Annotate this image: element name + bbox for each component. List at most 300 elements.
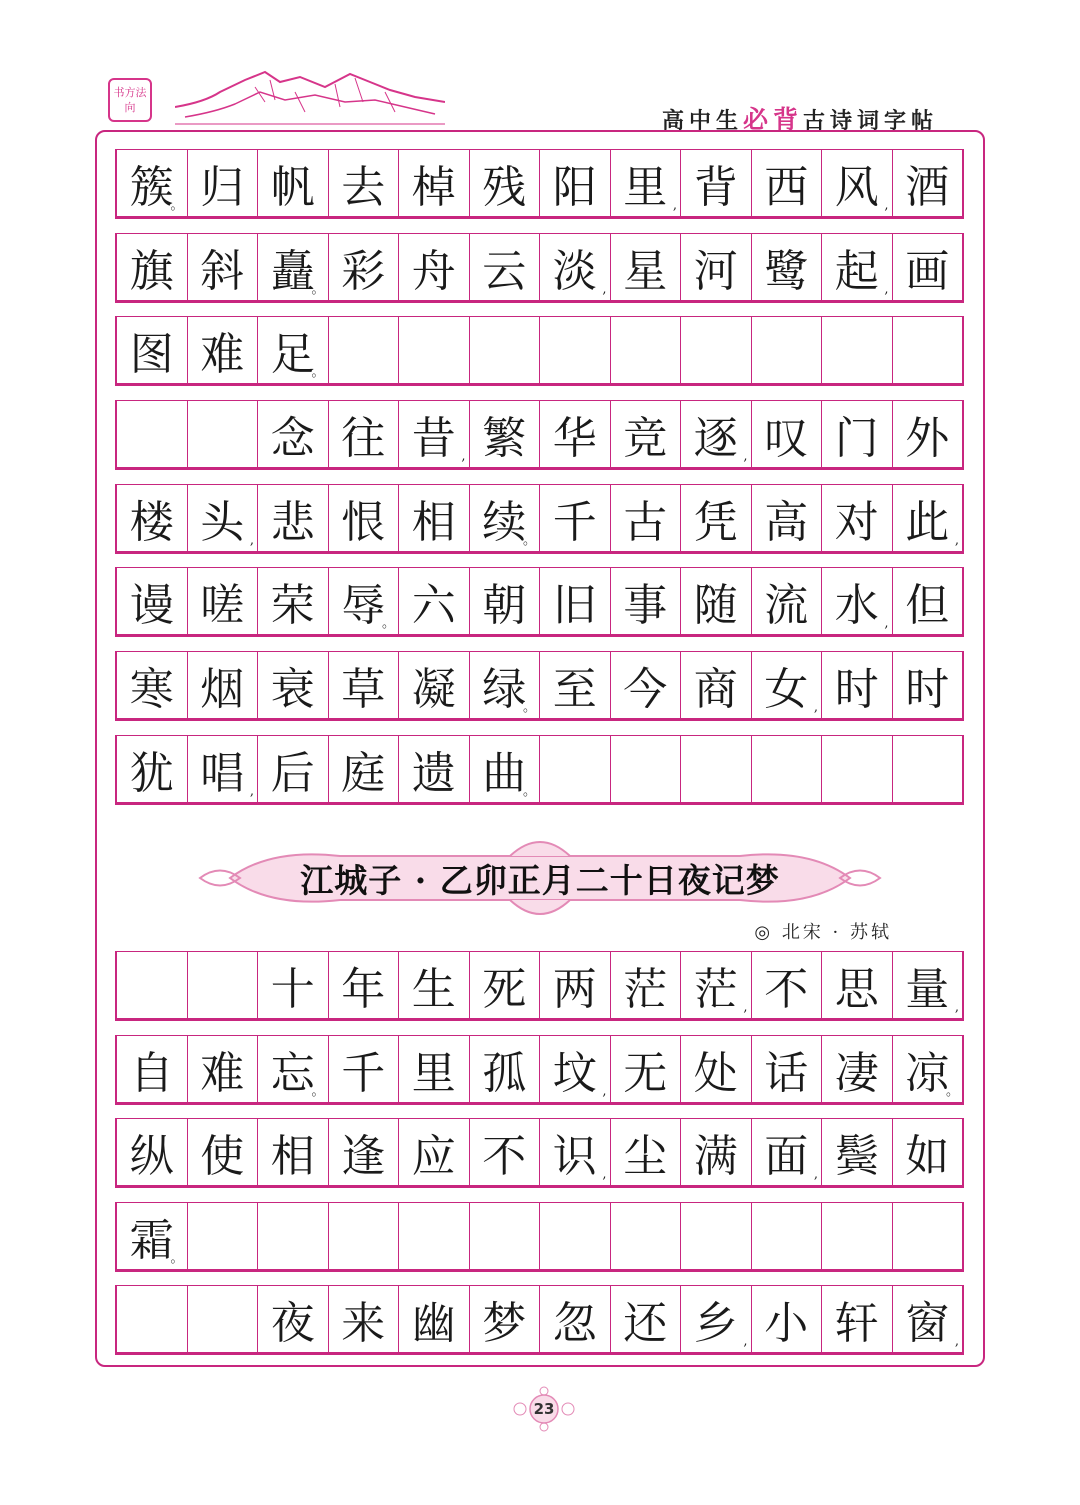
punctuation-mark: , bbox=[743, 449, 748, 464]
grid-cell bbox=[893, 952, 963, 1018]
grid-cell bbox=[258, 568, 329, 634]
grid-character: 窗 bbox=[905, 1298, 950, 1349]
grid-character: 旗 bbox=[129, 246, 174, 297]
punctuation-mark: 。 bbox=[522, 700, 536, 715]
grid-row bbox=[115, 951, 964, 1021]
grid-row bbox=[115, 1118, 964, 1188]
grid-cell bbox=[329, 401, 400, 467]
grid-character: 乡 bbox=[693, 1298, 738, 1349]
grid-cell bbox=[893, 1203, 963, 1269]
grid-character: 两 bbox=[552, 964, 597, 1015]
grid-cell bbox=[681, 317, 752, 383]
grid-character: 识 bbox=[552, 1131, 597, 1182]
grid-character: 叹 bbox=[764, 413, 809, 464]
grid-cell bbox=[399, 652, 470, 718]
grid-character: 逢 bbox=[341, 1131, 386, 1182]
grid-character: 楼 bbox=[129, 497, 174, 548]
grid-character: 帆 bbox=[270, 162, 315, 213]
grid-row bbox=[115, 1035, 964, 1105]
grid-character: 里 bbox=[623, 162, 668, 213]
grid-cell bbox=[822, 568, 893, 634]
grid-character: 荣 bbox=[270, 580, 315, 631]
grid-cell bbox=[752, 317, 823, 383]
grid-cell bbox=[470, 952, 541, 1018]
grid-character: 纵 bbox=[129, 1131, 174, 1182]
grid-cell bbox=[611, 317, 682, 383]
grid-row bbox=[115, 651, 964, 721]
grid-cell bbox=[822, 317, 893, 383]
grid-character: 草 bbox=[341, 664, 386, 715]
grid-character: 梦 bbox=[482, 1298, 527, 1349]
grid-cell bbox=[399, 485, 470, 551]
grid-character: 去 bbox=[341, 162, 386, 213]
grid-character: 事 bbox=[623, 580, 668, 631]
grid-cell bbox=[470, 317, 541, 383]
punctuation-mark: , bbox=[461, 449, 466, 464]
grid-cell bbox=[188, 1286, 259, 1352]
grid-cell bbox=[399, 317, 470, 383]
grid-cell bbox=[752, 1203, 823, 1269]
grid-cell bbox=[258, 485, 329, 551]
grid-character: 凭 bbox=[693, 497, 738, 548]
grid-character: 忽 bbox=[552, 1298, 597, 1349]
grid-cell bbox=[258, 401, 329, 467]
grid-cell bbox=[611, 234, 682, 300]
grid-character: 茫 bbox=[623, 964, 668, 1015]
grid-row bbox=[115, 484, 964, 554]
grid-cell bbox=[470, 150, 541, 216]
grid-cell bbox=[681, 401, 752, 467]
grid-cell bbox=[258, 1119, 329, 1185]
grid-character: 念 bbox=[270, 413, 315, 464]
grid-cell bbox=[117, 317, 188, 383]
grid-character: 门 bbox=[834, 413, 879, 464]
grid-cell bbox=[822, 1119, 893, 1185]
grid-cell bbox=[399, 1286, 470, 1352]
mountain-illustration bbox=[175, 62, 445, 132]
grid-cell bbox=[117, 1203, 188, 1269]
grid-cell bbox=[399, 150, 470, 216]
grid-cell bbox=[399, 234, 470, 300]
grid-character: 烟 bbox=[200, 664, 245, 715]
punctuation-mark: , bbox=[249, 784, 254, 799]
grid-cell bbox=[399, 736, 470, 802]
grid-cell bbox=[681, 1286, 752, 1352]
grid-cell bbox=[188, 952, 259, 1018]
grid-character: 处 bbox=[693, 1048, 738, 1099]
grid-character: 孤 bbox=[482, 1048, 527, 1099]
punctuation-mark: , bbox=[672, 198, 677, 213]
grid-character: 辱 bbox=[341, 580, 386, 631]
grid-cell bbox=[822, 234, 893, 300]
grid-character: 西 bbox=[764, 162, 809, 213]
grid-cell bbox=[329, 234, 400, 300]
punctuation-mark: 。 bbox=[311, 1084, 325, 1099]
grid-cell bbox=[117, 952, 188, 1018]
grid-character: 遗 bbox=[411, 748, 456, 799]
grid-character: 应 bbox=[411, 1131, 456, 1182]
book-title-post: 古诗词字帖 bbox=[802, 109, 938, 134]
grid-cell bbox=[893, 234, 963, 300]
grid-character: 千 bbox=[552, 497, 597, 548]
grid-character: 对 bbox=[834, 497, 879, 548]
grid-cell bbox=[188, 568, 259, 634]
grid-character: 坟 bbox=[552, 1048, 597, 1099]
grid-character: 昔 bbox=[411, 413, 456, 464]
grid-character: 话 bbox=[764, 1048, 809, 1099]
grid-cell bbox=[329, 952, 400, 1018]
grid-cell bbox=[470, 401, 541, 467]
grid-character: 霜 bbox=[129, 1215, 174, 1266]
grid-cell bbox=[822, 1286, 893, 1352]
punctuation-mark: , bbox=[954, 1334, 959, 1349]
grid-cell bbox=[752, 234, 823, 300]
grid-cell bbox=[329, 1286, 400, 1352]
grid-cell bbox=[329, 1119, 400, 1185]
grid-character: 河 bbox=[693, 246, 738, 297]
grid-cell bbox=[611, 1119, 682, 1185]
grid-character: 茫 bbox=[693, 964, 738, 1015]
grid-character: 归 bbox=[200, 162, 245, 213]
grid-cell bbox=[188, 1119, 259, 1185]
grid-row bbox=[115, 400, 964, 470]
grid-character: 旧 bbox=[552, 580, 597, 631]
grid-character: 悲 bbox=[270, 497, 315, 548]
grid-cell bbox=[188, 652, 259, 718]
grid-row bbox=[115, 735, 964, 805]
grid-cell bbox=[258, 234, 329, 300]
grid-character: 彩 bbox=[341, 246, 386, 297]
grid-row bbox=[115, 567, 964, 637]
grid-cell bbox=[540, 568, 611, 634]
grid-cell bbox=[681, 1119, 752, 1185]
grid-character: 里 bbox=[411, 1048, 456, 1099]
grid-cell bbox=[752, 485, 823, 551]
punctuation-mark: 。 bbox=[170, 1251, 184, 1266]
grid-cell bbox=[470, 1036, 541, 1102]
grid-cell bbox=[329, 1036, 400, 1102]
grid-character: 商 bbox=[693, 664, 738, 715]
punctuation-mark: , bbox=[813, 1167, 818, 1182]
grid-cell bbox=[822, 485, 893, 551]
grid-character: 生 bbox=[411, 964, 456, 1015]
grid-cell bbox=[117, 150, 188, 216]
grid-cell bbox=[470, 652, 541, 718]
grid-row bbox=[115, 316, 964, 386]
grid-cell bbox=[540, 952, 611, 1018]
grid-character: 水 bbox=[834, 580, 879, 631]
grid-character: 外 bbox=[905, 413, 950, 464]
book-title-pre: 高中生 bbox=[661, 109, 743, 134]
publisher-seal-text: 书方法向 bbox=[113, 86, 147, 114]
grid-cell bbox=[752, 1119, 823, 1185]
grid-character: 相 bbox=[270, 1131, 315, 1182]
grid-cell bbox=[752, 401, 823, 467]
grid-cell bbox=[540, 150, 611, 216]
grid-character: 棹 bbox=[411, 162, 456, 213]
grid-cell bbox=[822, 736, 893, 802]
grid-cell bbox=[470, 1203, 541, 1269]
grid-cell bbox=[893, 1036, 963, 1102]
grid-character: 残 bbox=[482, 162, 527, 213]
grid-character: 六 bbox=[411, 580, 456, 631]
grid-cell bbox=[399, 1036, 470, 1102]
grid-cell bbox=[822, 1203, 893, 1269]
grid-cell bbox=[822, 652, 893, 718]
grid-character: 难 bbox=[200, 329, 245, 380]
grid-cell bbox=[399, 952, 470, 1018]
grid-character: 阳 bbox=[552, 162, 597, 213]
grid-character: 逐 bbox=[693, 413, 738, 464]
grid-character: 夜 bbox=[270, 1298, 315, 1349]
grid-character: 但 bbox=[905, 580, 950, 631]
grid-character: 时 bbox=[905, 664, 950, 715]
publisher-seal-logo bbox=[108, 78, 152, 122]
grid-cell bbox=[258, 317, 329, 383]
grid-cell bbox=[540, 234, 611, 300]
grid-character: 至 bbox=[552, 664, 597, 715]
grid-cell bbox=[681, 234, 752, 300]
punctuation-mark: , bbox=[602, 1084, 607, 1099]
grid-character: 鬓 bbox=[834, 1131, 879, 1182]
grid-character: 衰 bbox=[270, 664, 315, 715]
grid-cell bbox=[893, 1119, 963, 1185]
grid-cell bbox=[258, 736, 329, 802]
grid-cell bbox=[470, 485, 541, 551]
grid-character: 此 bbox=[905, 497, 950, 548]
grid-cell bbox=[611, 1203, 682, 1269]
grid-cell bbox=[399, 401, 470, 467]
punctuation-mark: , bbox=[743, 1334, 748, 1349]
grid-character: 十 bbox=[270, 964, 315, 1015]
poem-author: ◎ 北宋 · 苏轼 bbox=[754, 922, 892, 943]
grid-character: 华 bbox=[552, 413, 597, 464]
grid-cell bbox=[540, 485, 611, 551]
grid-cell bbox=[117, 1036, 188, 1102]
grid-cell bbox=[540, 317, 611, 383]
grid-cell bbox=[611, 736, 682, 802]
grid-cell bbox=[188, 1203, 259, 1269]
grid-character: 酒 bbox=[905, 162, 950, 213]
grid-character: 恨 bbox=[341, 497, 386, 548]
grid-cell bbox=[752, 1036, 823, 1102]
grid-character: 图 bbox=[129, 329, 174, 380]
grid-character: 相 bbox=[411, 497, 456, 548]
grid-character: 画 bbox=[905, 246, 950, 297]
grid-character: 不 bbox=[764, 964, 809, 1015]
poem-title: 江城子 · 乙卯正月二十日夜记梦 bbox=[300, 861, 780, 900]
grid-cell bbox=[681, 1203, 752, 1269]
grid-cell bbox=[188, 485, 259, 551]
grid-cell bbox=[258, 1203, 329, 1269]
grid-character: 繁 bbox=[482, 413, 527, 464]
grid-character: 庭 bbox=[341, 748, 386, 799]
grid-character: 满 bbox=[693, 1131, 738, 1182]
grid-character: 头 bbox=[200, 497, 245, 548]
grid-character: 流 bbox=[764, 580, 809, 631]
grid-cell bbox=[752, 736, 823, 802]
punctuation-mark: , bbox=[954, 533, 959, 548]
grid-character: 朝 bbox=[482, 580, 527, 631]
punctuation-mark: 。 bbox=[170, 198, 184, 213]
grid-cell bbox=[752, 952, 823, 1018]
grid-character: 不 bbox=[482, 1131, 527, 1182]
grid-cell bbox=[188, 1036, 259, 1102]
grid-character: 背 bbox=[693, 162, 738, 213]
grid-cell bbox=[470, 234, 541, 300]
grid-character: 古 bbox=[623, 497, 668, 548]
grid-cell bbox=[611, 401, 682, 467]
grid-character: 斜 bbox=[200, 246, 245, 297]
grid-cell bbox=[893, 568, 963, 634]
grid-cell bbox=[329, 150, 400, 216]
grid-row bbox=[115, 1285, 964, 1355]
grid-character: 竞 bbox=[623, 413, 668, 464]
grid-cell bbox=[540, 1119, 611, 1185]
punctuation-mark: 。 bbox=[311, 365, 325, 380]
grid-cell bbox=[681, 736, 752, 802]
punctuation-mark: , bbox=[884, 616, 889, 631]
grid-character: 随 bbox=[693, 580, 738, 631]
grid-cell bbox=[822, 401, 893, 467]
grid-cell bbox=[681, 652, 752, 718]
grid-character: 矗 bbox=[270, 246, 315, 297]
grid-cell bbox=[611, 1286, 682, 1352]
grid-cell bbox=[188, 736, 259, 802]
grid-cell bbox=[752, 652, 823, 718]
grid-character: 忘 bbox=[270, 1048, 315, 1099]
grid-character: 小 bbox=[764, 1298, 809, 1349]
grid-cell bbox=[611, 1036, 682, 1102]
grid-cell bbox=[117, 1119, 188, 1185]
grid-cell bbox=[681, 568, 752, 634]
punctuation-mark: 。 bbox=[522, 533, 536, 548]
grid-cell bbox=[540, 1286, 611, 1352]
grid-cell bbox=[117, 234, 188, 300]
grid-character: 寒 bbox=[129, 664, 174, 715]
grid-cell bbox=[117, 401, 188, 467]
punctuation-mark: , bbox=[743, 1000, 748, 1015]
grid-character: 年 bbox=[341, 964, 386, 1015]
punctuation-mark: 。 bbox=[381, 616, 395, 631]
grid-character: 凉 bbox=[905, 1048, 950, 1099]
grid-cell bbox=[258, 1286, 329, 1352]
grid-cell bbox=[681, 485, 752, 551]
grid-cell bbox=[117, 652, 188, 718]
grid-cell bbox=[258, 952, 329, 1018]
grid-character: 淡 bbox=[552, 246, 597, 297]
punctuation-mark: , bbox=[884, 198, 889, 213]
grid-cell bbox=[188, 401, 259, 467]
grid-character: 往 bbox=[341, 413, 386, 464]
grid-cell bbox=[611, 652, 682, 718]
grid-cell bbox=[329, 652, 400, 718]
grid-cell bbox=[470, 568, 541, 634]
grid-character: 犹 bbox=[129, 748, 174, 799]
grid-cell bbox=[399, 1203, 470, 1269]
grid-character: 死 bbox=[482, 964, 527, 1015]
grid-cell bbox=[611, 150, 682, 216]
page-number: 23 bbox=[533, 1400, 555, 1418]
punctuation-mark: 。 bbox=[311, 282, 325, 297]
grid-character: 后 bbox=[270, 748, 315, 799]
grid-character: 绿 bbox=[482, 664, 527, 715]
grid-character: 量 bbox=[905, 964, 950, 1015]
grid-character: 高 bbox=[764, 497, 809, 548]
grid-cell bbox=[540, 1203, 611, 1269]
grid-cell bbox=[611, 485, 682, 551]
grid-character: 起 bbox=[834, 246, 879, 297]
grid-cell bbox=[258, 652, 329, 718]
grid-character: 如 bbox=[905, 1131, 950, 1182]
grid-character: 来 bbox=[341, 1298, 386, 1349]
grid-cell bbox=[329, 317, 400, 383]
grid-cell bbox=[329, 736, 400, 802]
grid-character: 时 bbox=[834, 664, 879, 715]
grid-character: 鹭 bbox=[764, 246, 809, 297]
grid-cell bbox=[893, 317, 963, 383]
grid-cell bbox=[540, 652, 611, 718]
grid-cell bbox=[822, 952, 893, 1018]
grid-cell bbox=[258, 1036, 329, 1102]
grid-cell bbox=[258, 150, 329, 216]
grid-character: 尘 bbox=[623, 1131, 668, 1182]
grid-character: 云 bbox=[482, 246, 527, 297]
grid-character: 舟 bbox=[411, 246, 456, 297]
grid-cell bbox=[540, 401, 611, 467]
grid-cell bbox=[893, 736, 963, 802]
grid-character: 思 bbox=[834, 964, 879, 1015]
grid-cell bbox=[117, 736, 188, 802]
grid-character: 千 bbox=[341, 1048, 386, 1099]
grid-character: 难 bbox=[200, 1048, 245, 1099]
grid-cell bbox=[540, 736, 611, 802]
grid-character: 星 bbox=[623, 246, 668, 297]
punctuation-mark: , bbox=[602, 282, 607, 297]
grid-character: 今 bbox=[623, 664, 668, 715]
grid-character: 嗟 bbox=[200, 580, 245, 631]
grid-character: 凄 bbox=[834, 1048, 879, 1099]
grid-cell bbox=[822, 150, 893, 216]
grid-cell bbox=[117, 1286, 188, 1352]
grid-character: 续 bbox=[482, 497, 527, 548]
grid-cell bbox=[329, 1203, 400, 1269]
grid-cell bbox=[752, 150, 823, 216]
grid-character: 幽 bbox=[411, 1298, 456, 1349]
grid-cell bbox=[470, 1119, 541, 1185]
punctuation-mark: 。 bbox=[522, 784, 536, 799]
grid-character: 凝 bbox=[411, 664, 456, 715]
grid-row bbox=[115, 1202, 964, 1272]
grid-cell bbox=[329, 568, 400, 634]
grid-character: 轩 bbox=[834, 1298, 879, 1349]
grid-character: 使 bbox=[200, 1131, 245, 1182]
grid-row bbox=[115, 149, 964, 219]
grid-character: 簇 bbox=[129, 162, 174, 213]
grid-cell bbox=[752, 568, 823, 634]
grid-cell bbox=[399, 568, 470, 634]
grid-cell bbox=[893, 485, 963, 551]
punctuation-mark: , bbox=[249, 533, 254, 548]
grid-cell bbox=[188, 234, 259, 300]
grid-cell bbox=[752, 1286, 823, 1352]
grid-character: 足 bbox=[270, 329, 315, 380]
grid-cell bbox=[188, 317, 259, 383]
grid-cell bbox=[893, 1286, 963, 1352]
punctuation-mark: , bbox=[813, 700, 818, 715]
punctuation-mark: , bbox=[954, 1000, 959, 1015]
grid-character: 面 bbox=[764, 1131, 809, 1182]
